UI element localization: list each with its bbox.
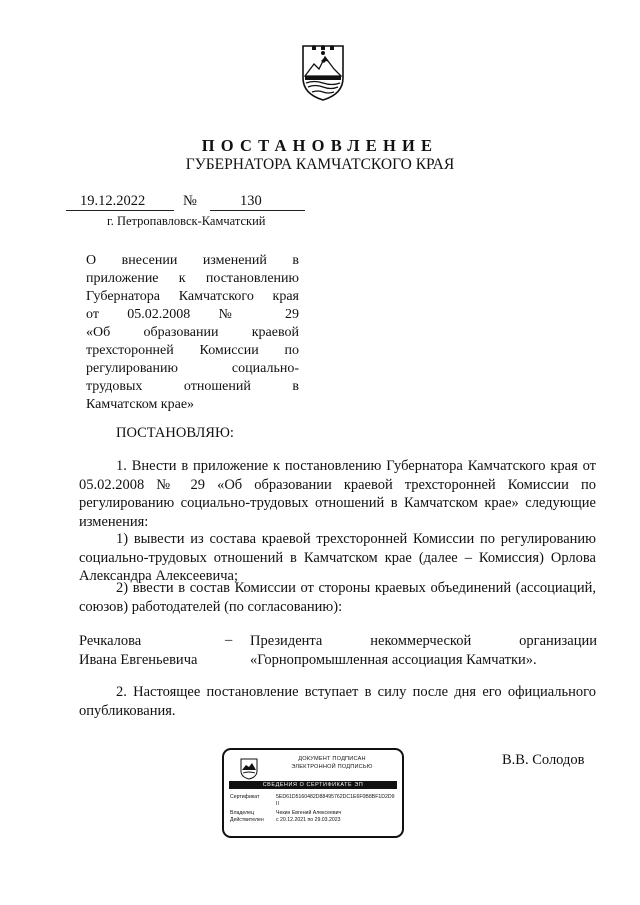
paragraph-subitem-2: 2) ввести в состав Комиссии от стороны краевых объединений (ассоциаций, союзов) работодателей (по согласованию): (79, 580, 596, 615)
stamp-title-1: ДОКУМЕНТ ПОДПИСАН (298, 756, 366, 762)
kamchatka-coat-of-arms-icon (300, 44, 346, 102)
paragraph-item-1: 1. Внести в приложение к постановлению Губернатора Камчатского края от 05.02.2008 № 29 «Об образовании краевой трехсторонней Комиссии по регулированию социально-трудовых отношений в Камчатском крае» следующие изменения: (79, 458, 596, 530)
paragraph-item-2: 2. Настоящее постановление вступает в силу после дня его официального опубликования. (79, 684, 596, 719)
document-date: 19.12.2022 (80, 193, 146, 209)
number-sign: № (183, 193, 197, 209)
subject-line: регулированию социально- (86, 361, 299, 376)
decree-word: ПОСТАНОВЛЯЮ: (116, 425, 234, 441)
valid-label: Действителен (230, 817, 264, 823)
member-given-names: Ивана Евгеньевича (79, 651, 198, 668)
date-underline (66, 210, 174, 211)
stamp-title-2: ЭЛЕКТРОННОЙ ПОДПИСЬЮ (291, 763, 373, 770)
document-title: ПОСТАНОВЛЕНИЕ (201, 136, 439, 155)
stamp-emblem-icon (239, 758, 259, 780)
member-dash: – (225, 632, 233, 648)
member-role-line: Президента некоммерческой организации (250, 633, 597, 649)
document-subtitle: ГУБЕРНАТОРА КАМЧАТСКОГО КРАЯ (185, 156, 455, 173)
document-city: г. Петропавловск-Камчатский (107, 214, 266, 228)
stamp-bar: СВЕДЕНИЯ О СЕРТИФИКАТЕ ЭП (229, 781, 397, 789)
certificate-label: Сертификат (230, 794, 260, 800)
valid-value: с 20.12.2021 по 29.03.2023 (276, 817, 341, 823)
signer-name: В.В. Солодов (502, 752, 585, 768)
member-role-line: «Горнопромышленная ассоциация Камчатки». (250, 651, 537, 668)
subject-line: от 05.02.2008 № 29 (86, 307, 299, 322)
member-surname: Речкалова (79, 633, 142, 649)
member-role (250, 632, 597, 669)
subject-line: Камчатском крае» (86, 397, 195, 412)
subject-line: приложение к постановлению (86, 271, 299, 286)
electronic-signature-stamp (222, 748, 404, 838)
subject-line: трудовых отношений в (86, 379, 299, 394)
document-number: 130 (240, 193, 262, 209)
member-name (79, 632, 197, 669)
paragraph-subitem-1: 1) вывести из состава краевой трехсторонней Комиссии по регулированию социально-трудовых отношений в Камчатском крае (далее – Комиссия) Орлова Александра Алексеевича; (79, 531, 596, 584)
owner-label: Владелец (230, 810, 254, 816)
document-subject (86, 252, 299, 414)
subject-line: трехсторонней Комиссии по (86, 343, 299, 358)
certificate-value: 5ED61D5160482D88495762DC1E6F0B8BF1D2D9 II (276, 794, 395, 807)
owner-value: Чекин Евгений Алексеевич (276, 810, 342, 816)
stamp-heading (268, 756, 396, 771)
number-underline (210, 210, 305, 211)
subject-line: О внесении изменений в (86, 253, 299, 268)
subject-line: Губернатора Камчатского края (86, 289, 299, 304)
subject-line: «Об образовании краевой (86, 325, 299, 340)
